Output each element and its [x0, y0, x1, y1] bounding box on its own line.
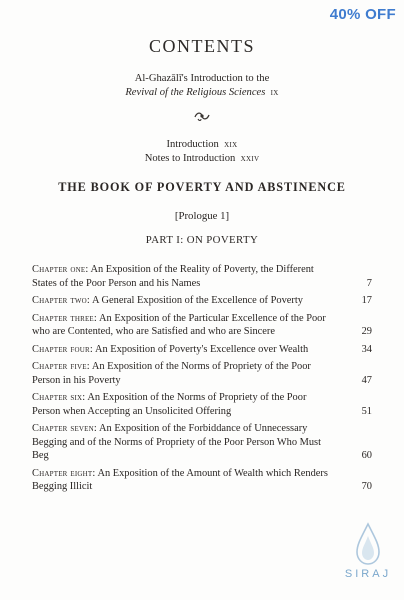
front-entry-page: xxiv	[240, 153, 260, 164]
intro-entry	[0, 72, 404, 100]
chapter-page-number: 34	[361, 343, 372, 355]
part-heading: PART I: ON POVERTY	[145, 234, 259, 246]
intro-line-2	[0, 86, 404, 100]
chapter-label: Chapter seven:	[32, 423, 97, 434]
front-entry-page: xix	[224, 139, 238, 150]
chapter-title: An Exposition of the Particular Excellence of the Poor who are Contented, who are Satisfied and who are Sincere	[32, 312, 326, 337]
chapter-entry	[32, 294, 372, 308]
chapter-entry	[32, 360, 372, 387]
chapter-entry	[32, 422, 372, 463]
chapter-page-number: 70	[361, 481, 372, 492]
chapter-entry	[32, 391, 372, 418]
chapter-label: Chapter four:	[32, 343, 93, 355]
chapter-list	[32, 263, 372, 498]
chapter-entry	[32, 343, 372, 357]
chapter-label: Chapter eight:	[32, 467, 96, 479]
chapter-page-number: 47	[361, 374, 372, 386]
siraj-watermark	[340, 522, 396, 580]
chapter-label: Chapter six:	[32, 392, 86, 403]
chapter-entry	[32, 467, 372, 494]
chapter-title: An Exposition of the Reality of Poverty, the Different States of the Poor Person and his Names	[32, 264, 314, 289]
chapter-page-number: 7	[366, 277, 372, 289]
intro-page-number: ix	[270, 87, 279, 98]
chapter-page-number: 17	[361, 295, 372, 306]
chapter-page-number: 29	[361, 326, 372, 337]
front-entry-label: Introduction	[166, 139, 219, 150]
chapter-title: An Exposition of the Norms of Propriety of the Poor Person in his Poverty	[32, 361, 311, 386]
chapter-title: An Exposition of Poverty's Excellence over Wealth	[94, 343, 309, 355]
discount-badge: 40% OFF	[329, 6, 396, 23]
prologue-entry: [Prologue 1]	[174, 210, 230, 222]
front-matter-list	[0, 138, 404, 166]
chapter-label: Chapter two:	[32, 295, 90, 306]
intro-book-title: Revival of the Religious Sciences	[125, 87, 266, 98]
front-entry-label: Notes to Introduction	[144, 153, 236, 164]
chapter-title: A General Exposition of the Excellence of Poverty	[92, 295, 303, 306]
page-title: CONTENTS	[149, 36, 255, 56]
book-title: THE BOOK OF POVERTY AND ABSTINENCE	[58, 180, 346, 194]
intro-line-1: Al-Ghazālī's Introduction to the	[134, 73, 270, 84]
chapter-page-number: 51	[361, 405, 372, 417]
watermark-text: SIRAJ	[344, 568, 392, 580]
chapter-title: An Exposition of the Amount of Wealth which Renders Begging Illicit	[32, 467, 328, 492]
chapter-page-number: 60	[361, 450, 372, 461]
front-entry-notes	[0, 152, 404, 166]
fleuron-ornament-icon	[0, 110, 404, 125]
chapter-label: Chapter five:	[32, 361, 90, 372]
chapter-title: An Exposition of the Norms of Propriety of the Poor Person when Accepting an Unsolicited Offering	[32, 392, 307, 417]
siraj-drop-logo-icon	[355, 522, 381, 566]
chapter-label: Chapter one:	[32, 264, 89, 275]
chapter-entry	[32, 312, 372, 339]
front-entry-introduction	[0, 138, 404, 152]
chapter-label: Chapter three:	[32, 312, 97, 324]
chapter-entry	[32, 263, 372, 290]
chapter-title: An Exposition of the Forbiddance of Unnecessary Begging and of the Norms of Propriety of the Poor Person Who Must Beg	[32, 423, 321, 461]
